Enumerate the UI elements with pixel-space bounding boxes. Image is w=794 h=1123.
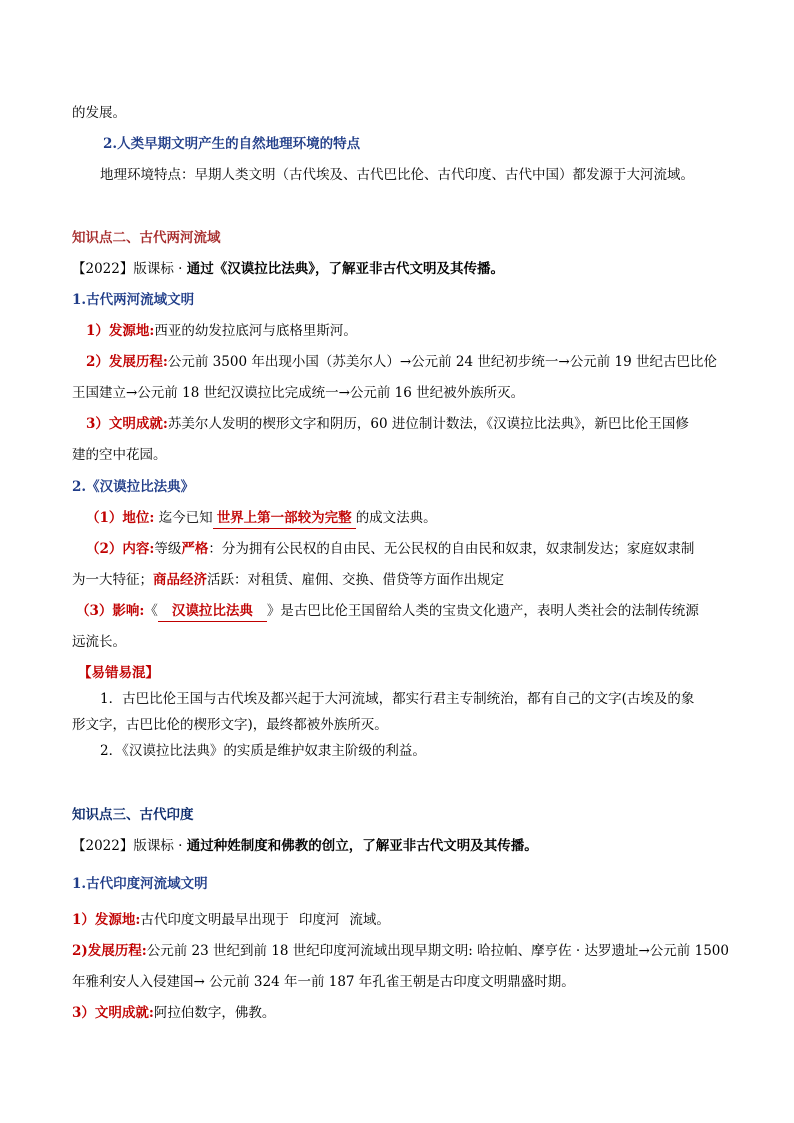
origin-line [72, 910, 390, 930]
text: 的成文法典。 [355, 510, 437, 526]
text: 》是古巴比伦王国留给人类的宝贵文化遗产，表明人类社会的法制传统源 [266, 603, 699, 619]
history-line [72, 941, 729, 961]
subheading: 2.人类早期文明产生的自然地理环境的特点 [103, 136, 361, 152]
text: 阿拉伯数字，佛教。 [153, 1005, 276, 1021]
label: 1）发源地: [72, 912, 141, 928]
label: 3）文明成就: [86, 416, 168, 432]
standard-prefix: 【2022】版课标 · [72, 838, 187, 854]
achievement-line [72, 1003, 275, 1023]
standard-text: 通过种姓制度和佛教的创立，了解亚非古代文明及其传播。 [186, 838, 538, 854]
curriculum-standard [72, 259, 504, 279]
label: 3）文明成就: [72, 1005, 154, 1021]
text: 古代印度文明最早出现于 [140, 912, 289, 928]
text-line: 2．《汉谟拉比法典》的实质是维护奴隶主阶级的利益。 [100, 743, 426, 759]
text: 西亚的幼发拉底河与底格里斯河。 [154, 323, 357, 339]
content-line [86, 539, 694, 559]
curriculum-standard [72, 836, 538, 856]
text: 流域。 [349, 912, 390, 928]
status-line [86, 508, 437, 529]
influence-line [76, 601, 699, 622]
content-line-2 [72, 570, 504, 590]
text-line: 形文字，古巴比伦的楔形文字)，最终都被外族所灭。 [72, 717, 388, 733]
subheading: 1.古代两河流域文明 [72, 292, 195, 308]
subheading: 2.《汉谟拉比法典》 [72, 479, 195, 495]
text-line: 1．古巴比伦王国与古代埃及都兴起于大河流域，都实行君主专制统治，都有自己的文字(古埃及的象 [100, 691, 695, 707]
text-line: 年雅利安人入侵建国→ 公元前 324 年一前 187 年孔雀王朝是古印度文明鼎盛时期。 [72, 974, 575, 990]
blank-answer: 印度河 [298, 912, 340, 928]
highlight: 严格 [181, 541, 209, 557]
text: 苏美尔人发明的楔形文字和阴历，60 进位制计数法，《汉谟拉比法典》，新巴比伦王国修 [167, 416, 689, 432]
text: 迄今已知 [158, 510, 213, 526]
text: ：分为拥有公民权的自由民、无公民权的自由民和奴隶，奴隶制发达；家庭奴隶制 [208, 541, 695, 557]
label: 2)发展历程: [72, 943, 147, 959]
text: 公元前 23 世纪到前 18 世纪印度河流域出现早期文明: 哈拉帕、摩亨佐 · 达罗遗址→公元前 1500 [146, 943, 729, 959]
origin-line [86, 321, 357, 341]
text-line: 王国建立→公元前 18 世纪汉谟拉比完成统一→公元前 16 世纪被外族所灭。 [72, 385, 525, 401]
subheading: 1.古代印度河流域文明 [72, 876, 208, 892]
text: 《 [144, 603, 158, 619]
mistake-title: 【易错易混】 [78, 665, 159, 681]
text: 为一大特征； [72, 572, 153, 588]
label: 2）发展历程: [86, 354, 168, 370]
standard-prefix: 【2022】版课标 · [72, 261, 187, 277]
text: 公元前 3500 年出现小国（苏美尔人）→公元前 24 世纪初步统一→公元前 19 世纪古巴比伦 [167, 354, 717, 370]
blank-answer: 汉谟拉比法典 [158, 601, 267, 622]
label: （1）地位: [86, 510, 155, 526]
section-title: 知识点二、古代两河流域 [72, 230, 221, 246]
text: 等级 [154, 541, 182, 557]
blank-answer: 世界上第一部较为完整 [213, 508, 356, 529]
history-line [86, 352, 717, 372]
text: 活跃：对租赁、雇佣、交换、借贷等方面作出规定 [207, 572, 504, 588]
text-line: 地理环境特点：早期人类文明（古代埃及、古代巴比伦、古代印度、古代中国）都发源于大河流域。 [100, 167, 694, 183]
text-line: 的发展。 [72, 105, 126, 121]
highlight: 商品经济 [153, 572, 207, 588]
standard-text: 通过《汉谟拉比法典》，了解亚非古代文明及其传播。 [186, 261, 504, 277]
label: （3）影响: [76, 603, 145, 619]
label: （2）内容: [86, 541, 155, 557]
label: 1）发源地: [86, 323, 155, 339]
section-title: 知识点三、古代印度 [72, 807, 194, 823]
text-line: 建的空中花园。 [72, 447, 167, 463]
text-line: 远流长。 [72, 634, 126, 650]
achievement-line [86, 414, 689, 434]
